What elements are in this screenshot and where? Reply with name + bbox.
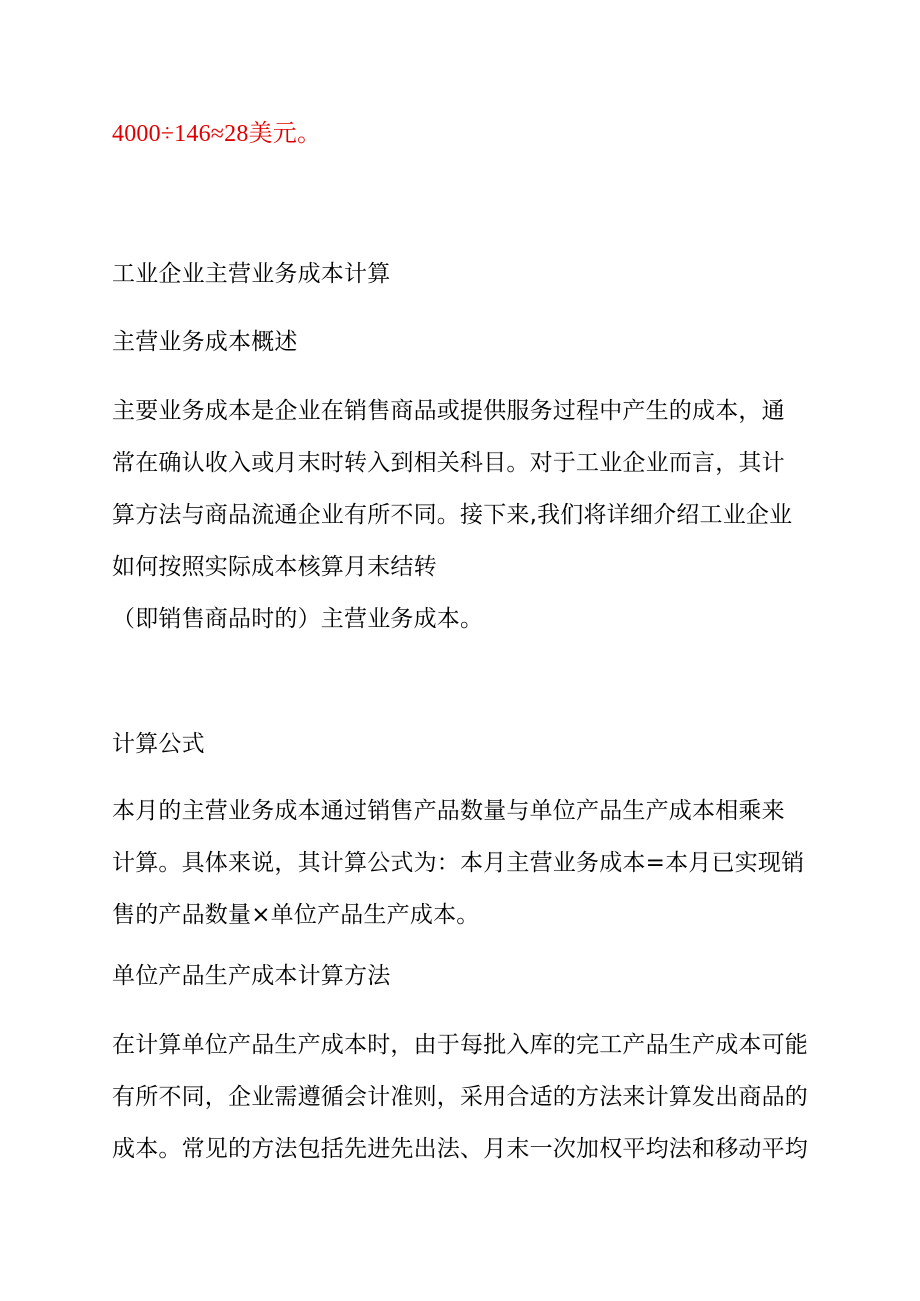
unit-cost-line: 在计算单位产品生产成本时，由于每批入库的完工产品生产成本可能	[112, 1032, 808, 1058]
section-title-formula: 计算公式	[112, 731, 205, 757]
unit-cost-paragraph	[112, 1019, 808, 1175]
overview-line: 算方法与商品流通企业有所不同。接下来,我们将详细介绍工业企业	[112, 502, 793, 528]
formula-line: 本月的主营业务成本通过销售产品数量与单位产品生产成本相乘来	[112, 798, 785, 824]
overview-paragraph	[112, 385, 792, 645]
section-title-overview: 主营业务成本概述	[112, 329, 298, 355]
formula-result-line: 4000÷146≈28美元。	[112, 121, 322, 147]
formula-paragraph	[112, 785, 804, 941]
formula-line: 计算。具体来说，其计算公式为：本月主营业务成本=本月已实现销	[112, 850, 805, 876]
unit-cost-line: 有所不同，企业需遵循会计准则，采用合适的方法来计算发出商品的	[112, 1084, 808, 1110]
overview-line: 如何按照实际成本核算月末结转	[112, 554, 437, 580]
formula-line: 售的产品数量×单位产品生产成本。	[112, 902, 480, 928]
overview-line: 常在确认收入或月末时转入到相关科目。对于工业企业而言，其计	[112, 450, 785, 476]
overview-line: 主要业务成本是企业在销售商品或提供服务过程中产生的成本，通	[112, 398, 785, 424]
section-title-unit-cost: 单位产品生产成本计算方法	[112, 963, 391, 989]
section-title-main: 工业企业主营业务成本计算	[112, 261, 391, 287]
overview-line: （即销售商品时的）主营业务成本。	[112, 606, 484, 632]
unit-cost-line: 成本。常见的方法包括先进先出法、月末一次加权平均法和移动平均	[112, 1136, 808, 1162]
